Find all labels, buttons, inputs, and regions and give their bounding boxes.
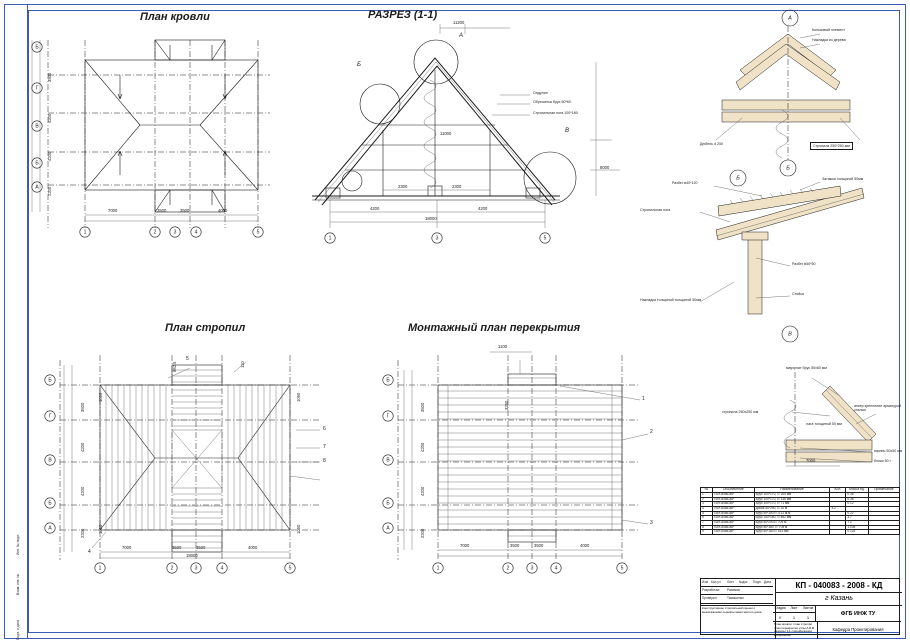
svg-text:А: А: [35, 184, 39, 191]
rafterplan-hdim-2: 3500: [196, 545, 206, 550]
rafterplan-vdim-0: 3500: [80, 402, 85, 412]
section-span-3: 4200: [478, 206, 488, 211]
svg-text:3: 3: [530, 565, 534, 572]
spec-cell: Брус 50*180, l= 705 м: [754, 525, 830, 530]
floorplan-hdim-3: 4000: [580, 543, 590, 548]
rafterplan-hdim-0: 7000: [122, 545, 132, 550]
floorplan-inner-dim: 3250: [504, 400, 509, 410]
section-marker-a: А: [459, 33, 464, 39]
svg-text:2: 2: [170, 565, 174, 572]
spec-cell: 4: [701, 506, 713, 511]
title-block-org1: ФГБ ИНЖ ТУ: [815, 605, 901, 622]
section-top-dim: 11200: [453, 20, 465, 25]
rafterplan-inner-862: 862.5: [172, 361, 177, 372]
rafterplan-inner-0: 1050: [98, 392, 103, 402]
title-block-row-prover: [701, 595, 773, 604]
section-marker-v: В: [565, 128, 570, 134]
title-block: [700, 578, 900, 635]
roofplan-vdim-1: 4200: [47, 113, 52, 123]
specification-table: [700, 487, 900, 535]
section-span-1: 2300: [452, 184, 462, 189]
strip-label-vzam: Взам. инв. №: [16, 573, 20, 595]
node-b-callout-razbeg: Разбег в40*120: [672, 181, 698, 185]
svg-text:А: А: [48, 525, 52, 532]
spec-cell: Брус 50*180 l= 514 мм: [754, 530, 830, 535]
spec-head-4: Масса ед.: [846, 488, 868, 493]
svg-text:Г: Г: [48, 413, 52, 420]
node-a-callout-dowel: Дюбель d 250: [700, 142, 723, 146]
node-v-callout-rafters: стропила 250х250 мм: [722, 410, 759, 414]
svg-text:Б: Б: [786, 165, 790, 172]
stage-label: Стадия: [774, 606, 786, 610]
title-block-city: г Казань: [775, 592, 902, 606]
spec-cell: 0.36: [846, 497, 868, 502]
rafterplan-inner-110: 110: [240, 361, 245, 368]
svg-text:Г: Г: [386, 413, 390, 420]
spec-cell: 9: [701, 530, 713, 535]
svg-text:Г: Г: [35, 85, 39, 92]
svg-text:А: А: [386, 525, 390, 532]
node-a-callout-rafters: Стропила 250*250-мм: [810, 142, 853, 150]
spec-cell: 0.12: [846, 502, 868, 507]
spec-cell: 6: [701, 516, 713, 521]
spec-cell: [868, 530, 899, 535]
svg-text:1: 1: [98, 565, 102, 572]
rev-col-list: Лист: [727, 580, 734, 584]
section-callout-ondulin: Ондулин: [533, 91, 548, 95]
svg-text:В: В: [386, 457, 390, 464]
spec-cell: 2: [701, 497, 713, 502]
section-marker-b: Б: [357, 62, 361, 68]
spec-cell: 0.22: [846, 511, 868, 516]
node-v-callout-mauerlat: мауэрлат брус 50х60 мм: [786, 366, 827, 370]
title-block-org2: Кафедра Проектирования: [815, 621, 901, 637]
spec-cell: Гост-8486-86*: [712, 506, 754, 511]
spec-cell: 0.125: [846, 530, 868, 535]
spec-cell: Брус 50*200 l= 705 м: [754, 520, 830, 525]
node-v-callout-blocks: блоки 50 г: [874, 459, 891, 463]
role-proveril: Проверил: [702, 596, 717, 600]
rafterplan-vdim-2: 4200: [80, 486, 85, 496]
rev-col-ndok: №док: [739, 580, 748, 584]
spec-head-0: №: [701, 488, 713, 493]
name-razrabotal: Рахимов: [727, 588, 740, 592]
title-rafter-plan: План стропил: [165, 322, 246, 334]
floorplan-item-1: 1: [642, 396, 645, 402]
svg-text:Б: Б: [35, 160, 39, 167]
svg-text:4: 4: [554, 565, 558, 572]
roofplan-vdim-0: 3500: [47, 72, 52, 82]
svg-text:Б: Б: [48, 377, 52, 384]
rafterplan-hdim-1: 3500: [172, 545, 182, 550]
section-span-2: 4200: [370, 206, 380, 211]
floorplan-vdim-3: 2200: [420, 528, 425, 538]
title-block-row-razrab: [701, 587, 773, 595]
table-row: [701, 530, 900, 535]
floorplan-hdim-1: 3500: [510, 543, 520, 548]
svg-text:5: 5: [543, 235, 547, 242]
floorplan-hdim-0: 7000: [460, 543, 470, 548]
rev-col-koluch: Кол.уч: [711, 580, 721, 584]
role-razrabotal: Разработал: [702, 588, 720, 592]
node-b-callout-zatyazhka: Затяжка толщиной 50мм: [822, 177, 864, 181]
spec-cell: 1.105: [846, 525, 868, 530]
svg-text:4: 4: [194, 229, 198, 236]
section-height-dim-0: 11000: [440, 131, 452, 136]
spec-cell: Гост-8486-86*: [712, 520, 754, 525]
sheets-label: Листов: [802, 606, 814, 610]
spec-cell: Гост-8486-86*: [712, 502, 754, 507]
svg-text:В: В: [35, 123, 39, 130]
rev-col-data: Дата: [764, 580, 772, 584]
spec-head-5: Примечание: [868, 488, 899, 493]
spec-head-1: Обозначение: [712, 488, 754, 493]
rafterplan-item-7: 7: [323, 444, 326, 450]
strip-label-podp: Подп. и дата: [16, 620, 20, 640]
svg-text:3: 3: [435, 235, 439, 242]
spec-cell: [830, 530, 846, 535]
spec-cell: 3.7: [846, 516, 868, 521]
svg-text:Б: Б: [35, 44, 39, 51]
sheets-value: 1: [806, 615, 810, 620]
spec-cell: 7: [701, 520, 713, 525]
spec-cell: 1: [701, 492, 713, 497]
spec-cell: Гост-8486-86*: [712, 497, 754, 502]
spec-cell: Брус 100*180, l= 852 мм: [754, 516, 830, 521]
svg-text:5: 5: [288, 565, 292, 572]
svg-text:1: 1: [83, 229, 87, 236]
floorplan-vdim-1: 4200: [420, 442, 425, 452]
floorplan-top-dim: 1100: [498, 344, 508, 349]
svg-text:1: 1: [436, 565, 440, 572]
spec-cell: 4.2: [830, 506, 846, 511]
spec-cell: Гост-8486-86*: [712, 530, 754, 535]
spec-cell: Брус 50*100 l= 4.12 м.м: [754, 511, 830, 516]
spec-cell: Гост-8486-86*: [712, 492, 754, 497]
spec-cell: Брус 100*170, l= 136 мм: [754, 497, 830, 502]
roofplan-hdim-3: 4000: [218, 208, 228, 213]
node-a-callout-overlay: Накладка из дерева: [812, 38, 846, 42]
rafterplan-item-5: 5: [186, 356, 189, 362]
rafterplan-inner-2: 1050: [98, 524, 103, 534]
stage-value: У: [778, 615, 782, 620]
roofplan-vdim-3: 2200: [47, 186, 52, 196]
roofplan-vdim-2: 4200: [47, 151, 52, 161]
rafterplan-item-6: 6: [323, 426, 326, 432]
spec-head-3: Кол.: [830, 488, 846, 493]
spec-cell: Брус 100*170, l= 205 мм: [754, 492, 830, 497]
title-block-note: План кровли, план стропил план перекрытия узлы А,Б,В разрезы 1-1 спецификация материалов: [773, 621, 818, 639]
sheet-value: 1: [792, 615, 796, 620]
floorplan-vdim-0: 3500: [420, 402, 425, 412]
roofplan-hdim-0: 7000: [108, 208, 118, 213]
svg-text:В: В: [788, 331, 792, 338]
section-height-dim-1: 8000: [600, 165, 610, 170]
spec-cell: Гост-8486-86*: [712, 525, 754, 530]
rafterplan-item-4: 4: [88, 549, 91, 555]
svg-text:3: 3: [194, 565, 198, 572]
spec-head-2: Наименование: [754, 488, 830, 493]
svg-text:Б: Б: [48, 500, 52, 507]
section-callout-rafter: Стропильная нога 100*180: [533, 111, 578, 115]
floorplan-item-2: 2: [650, 429, 653, 435]
roofplan-hdim-2: 3500: [180, 208, 190, 213]
node-v-callout-laga: лага толщиной 50 мм: [806, 422, 842, 426]
svg-text:В: В: [48, 457, 52, 464]
svg-text:5: 5: [256, 229, 260, 236]
title-section: РАЗРЕЗ (1-1): [368, 9, 438, 21]
svg-text:Б: Б: [736, 175, 740, 182]
svg-text:1: 1: [328, 235, 332, 242]
spec-cell: Брус 100*170, l= 71 мм: [754, 502, 830, 507]
section-total-dim: 18000: [425, 216, 437, 221]
sheet-label: Лист: [790, 606, 798, 610]
spec-cell: Гост-8486-86*: [712, 511, 754, 516]
rafterplan-item-8: 8: [323, 458, 326, 464]
title-block-revision-header: [701, 579, 773, 587]
node-a-callout-ridge: Коньковый элемент: [812, 28, 846, 32]
spec-cell: Гост-8486-86*: [712, 516, 754, 521]
spec-cell: 5: [701, 511, 713, 516]
node-v-callout-anchor: анкер крепление арматурой сталью: [854, 404, 902, 412]
name-proveril: Тимошенко: [727, 596, 744, 600]
title-block-project: Конструктивное стропильной крыши с межэтажными перекрытиями жилого дома: [701, 605, 776, 639]
floorplan-vdim-2: 4200: [420, 486, 425, 496]
node-v-callout-brick: кирпич 50х50 мм: [874, 449, 903, 453]
svg-text:2: 2: [506, 565, 510, 572]
rev-col-izm: Изм: [702, 580, 708, 584]
spec-cell: 8: [701, 525, 713, 530]
strip-label-inv: Инв. № подл.: [16, 533, 20, 555]
svg-text:Б: Б: [386, 500, 390, 507]
spec-cell: 0.36: [846, 492, 868, 497]
rafterplan-total: 18000: [186, 553, 198, 558]
spec-cell: Доска 50*250, l= 32 м: [754, 506, 830, 511]
floorplan-hdim-2: 3500: [534, 543, 544, 548]
title-floor-plan: Монтажный план перекрытия: [408, 322, 581, 334]
floorplan-item-3: 3: [650, 520, 653, 526]
svg-text:Б: Б: [386, 377, 390, 384]
section-span-0: 2300: [398, 184, 408, 189]
roofplan-hdim-1: 3500: [157, 208, 167, 213]
node-b-callout-overlay: Накладка толщиной толщиной 50мм: [640, 298, 702, 302]
rafterplan-inner-1: 1050: [296, 392, 301, 402]
svg-text:3: 3: [173, 229, 177, 236]
rev-col-podp: Подп.: [753, 580, 762, 584]
spec-cell: 3: [701, 502, 713, 507]
title-roof-plan: План кровли: [140, 11, 210, 23]
spec-cell: 7.1: [846, 520, 868, 525]
node-b-callout-stoika: Стойка: [792, 292, 804, 296]
rafterplan-hdim-3: 4000: [248, 545, 258, 550]
title-block-code: КП - 040083 - 2008 - КД: [775, 579, 902, 593]
node-b-callout-razbeg2: Разбег в50*50: [792, 262, 816, 266]
node-v-dim: 7000: [806, 458, 816, 463]
svg-text:5: 5: [620, 565, 624, 572]
rafterplan-vdim-1: 4200: [80, 442, 85, 452]
svg-text:А: А: [788, 15, 792, 22]
svg-text:4: 4: [220, 565, 224, 572]
rafterplan-vdim-3: 2200: [80, 528, 85, 538]
node-b-callout-rafter-leg: Стропильная нога: [640, 208, 671, 212]
svg-text:2: 2: [153, 229, 157, 236]
section-callout-obreshetka: Обрешетка брус 60*60: [533, 100, 571, 104]
rafterplan-inner-3: 1050: [296, 524, 301, 534]
